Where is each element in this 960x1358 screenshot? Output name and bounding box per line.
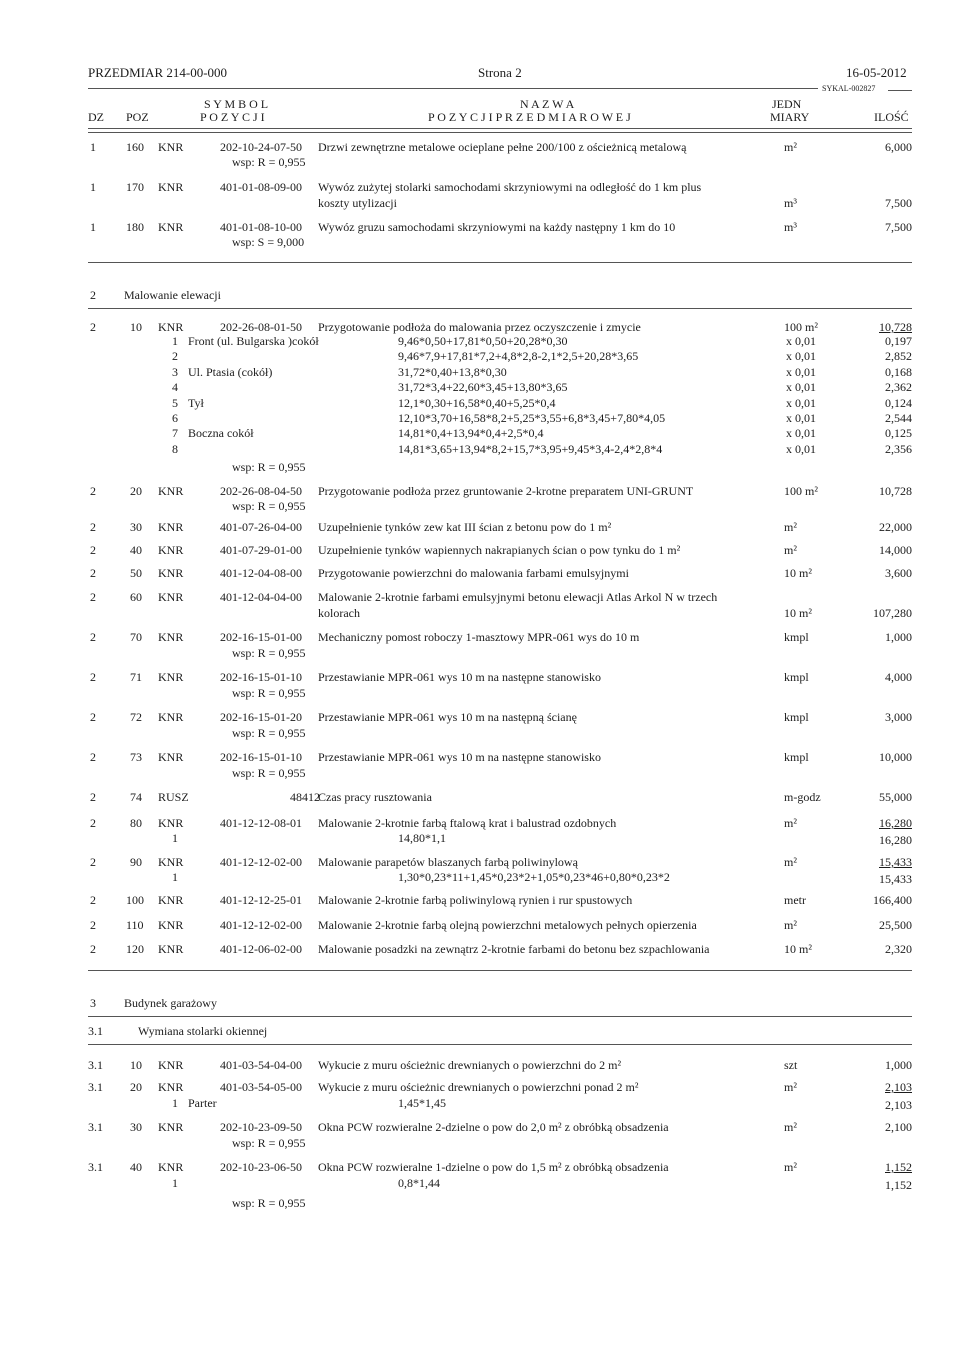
section-rule — [88, 1044, 912, 1045]
col-nazwa-2: P O Z Y C J I P R Z E D M I A R O W E J — [428, 110, 631, 124]
column-header-rule — [88, 128, 912, 133]
page-number: Strona 2 — [478, 65, 522, 80]
section-title: Malowanie elewacji — [124, 288, 221, 302]
subsection-number: 3.1 — [88, 1024, 103, 1038]
subsection-title: Wymiana stolarki okiennej — [138, 1024, 268, 1038]
section-rule — [88, 970, 912, 971]
section-number: 2 — [90, 288, 96, 302]
document-date: 16-05-2012 — [846, 65, 907, 80]
col-symbol-1: S Y M B O L — [204, 97, 269, 111]
col-jedn-1: JEDN — [772, 97, 802, 111]
col-symbol-2: P O Z Y C J I — [200, 110, 265, 124]
header-rule — [88, 88, 818, 89]
col-dz: DZ — [88, 110, 104, 124]
col-nazwa-1: N A Z W A — [520, 97, 575, 111]
col-jedn-2: MIARY — [770, 110, 810, 124]
section-rule — [88, 262, 912, 263]
sykal-code: SYKAL-002827 — [822, 84, 876, 93]
coefficient: wsp: R = 0,955 — [232, 460, 306, 474]
section-rule — [88, 308, 912, 309]
section-title: Budynek garażowy — [124, 996, 217, 1010]
document-title: PRZEDMIAR 214-00-000 — [88, 65, 228, 80]
section-rule — [88, 1016, 912, 1017]
header-rule-short — [888, 90, 912, 91]
section-number: 3 — [90, 996, 96, 1010]
col-ilosc: ILOŚĆ — [874, 110, 909, 124]
col-poz: POZ — [126, 110, 149, 124]
